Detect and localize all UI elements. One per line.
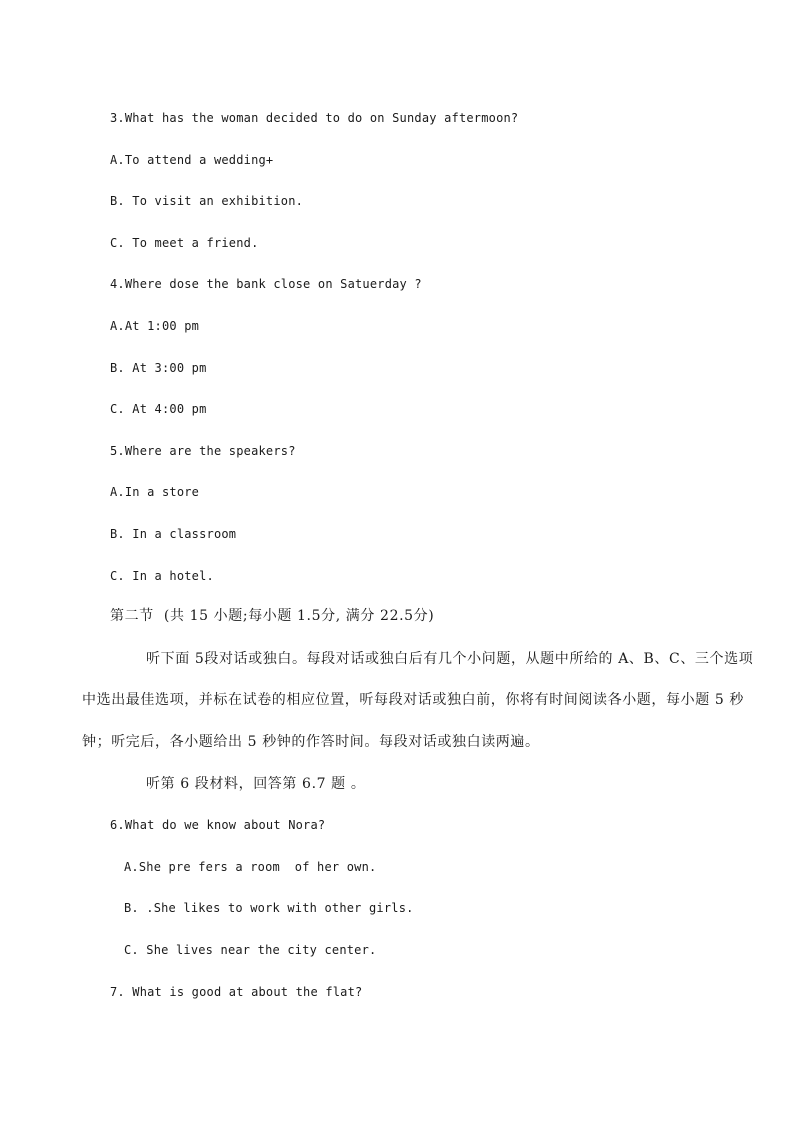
- question-7-stem: 7. What is good at about the flat?: [110, 985, 363, 999]
- question-5-option-c: C. In a hotel.: [110, 569, 214, 583]
- question-4-option-a: A.At 1:00 pm: [110, 319, 200, 333]
- material-6-instruction: 听第 6 段材料，回答第 6.7 题 。: [146, 776, 366, 792]
- question-5-option-b: B. In a classroom: [110, 527, 237, 541]
- question-3-option-b: B. To visit an exhibition.: [110, 194, 304, 208]
- section-2-heading: 第二节 (共 15 小题;每小题 1.5分, 满分 22.5分): [110, 608, 435, 624]
- question-3-stem: 3.What has the woman decided to do on Sunday aftermoon?: [110, 111, 519, 125]
- question-6-option-b: B. .She likes to work with other girls.: [124, 901, 414, 915]
- section-2-instructions-line-3: 钟；听完后，各小题给出 5 秒钟的作答时间。每段对话或独白读两遍。: [82, 734, 540, 750]
- question-6-stem: 6.What do we know about Nora?: [110, 818, 326, 832]
- section-2-instructions-line-2: 中选出最佳选项，并标在试卷的相应位置，听每段对话或独白前，你将有时间阅读各小题，每小题 5 秒: [82, 692, 745, 708]
- question-6-option-a: A.She pre fers a room of her own.: [124, 860, 377, 874]
- question-3-option-c: C. To meet a friend.: [110, 236, 259, 250]
- question-5-option-a: A.In a store: [110, 485, 200, 499]
- question-4-option-c: C. At 4:00 pm: [110, 402, 207, 416]
- question-4-option-b: B. At 3:00 pm: [110, 361, 207, 375]
- question-6-option-c: C. She lives near the city center.: [124, 943, 377, 957]
- question-5-stem: 5.Where are the speakers?: [110, 444, 296, 458]
- question-3-option-a: A.To attend a wedding+: [110, 153, 274, 167]
- question-4-stem: 4.Where dose the bank close on Satuerday ?: [110, 277, 422, 291]
- section-2-instructions-line-1: 听下面 5段对话或独白。每段对话或独白后有几个小问题，从题中所给的 A、B、C、三个选项: [146, 651, 754, 667]
